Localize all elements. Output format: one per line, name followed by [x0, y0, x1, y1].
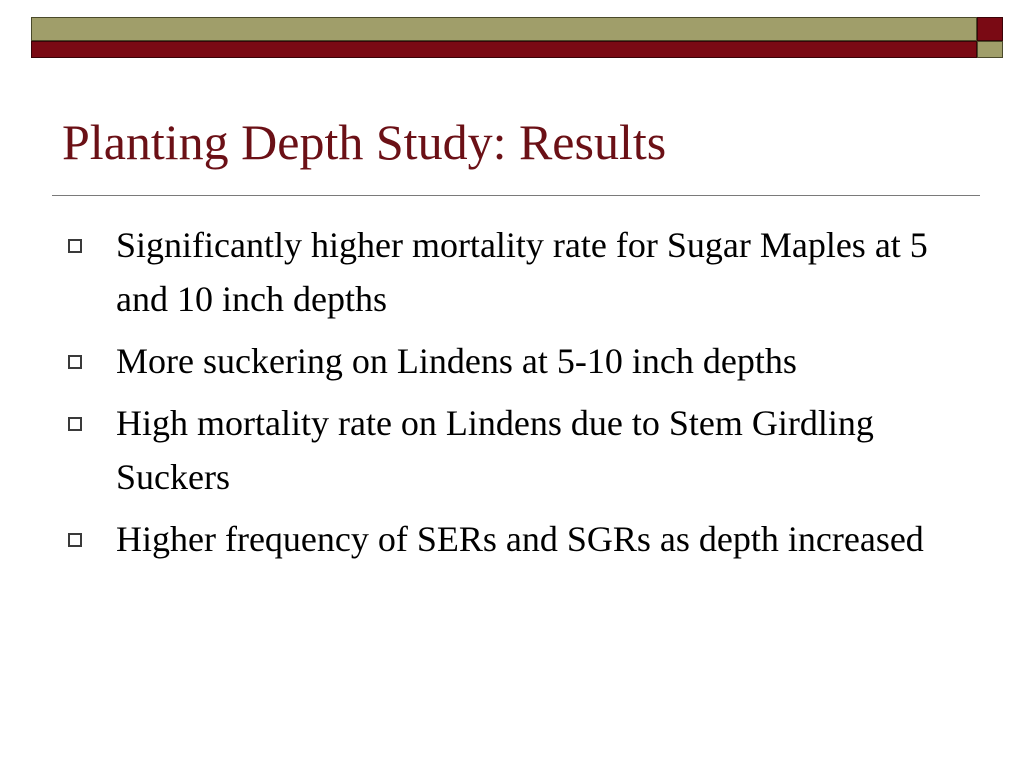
bullet-text: More suckering on Lindens at 5-10 inch depths: [116, 341, 797, 381]
header-bar-olive: [31, 17, 977, 41]
hollow-square-bullet-icon: [68, 417, 82, 431]
title-divider: [52, 195, 980, 196]
slide-title: Planting Depth Study: Results: [62, 114, 667, 170]
bullet-text: Higher frequency of SERs and SGRs as depth increased: [116, 519, 924, 559]
bullet-text: High mortality rate on Lindens due to Stem Girdling Suckers: [116, 403, 874, 497]
header-square-red: [977, 17, 1003, 41]
bullet-item: [62, 218, 962, 326]
header-square-olive: [977, 41, 1003, 58]
hollow-square-bullet-icon: [68, 355, 82, 369]
bullet-list: [62, 218, 962, 574]
bullet-item: [62, 334, 962, 388]
bullet-text: Significantly higher mortality rate for Sugar Maples at 5 and 10 inch depths: [116, 225, 928, 319]
bullet-item: [62, 512, 962, 566]
bullet-item: [62, 396, 962, 504]
header-bar-red: [31, 41, 977, 58]
hollow-square-bullet-icon: [68, 533, 82, 547]
hollow-square-bullet-icon: [68, 239, 82, 253]
